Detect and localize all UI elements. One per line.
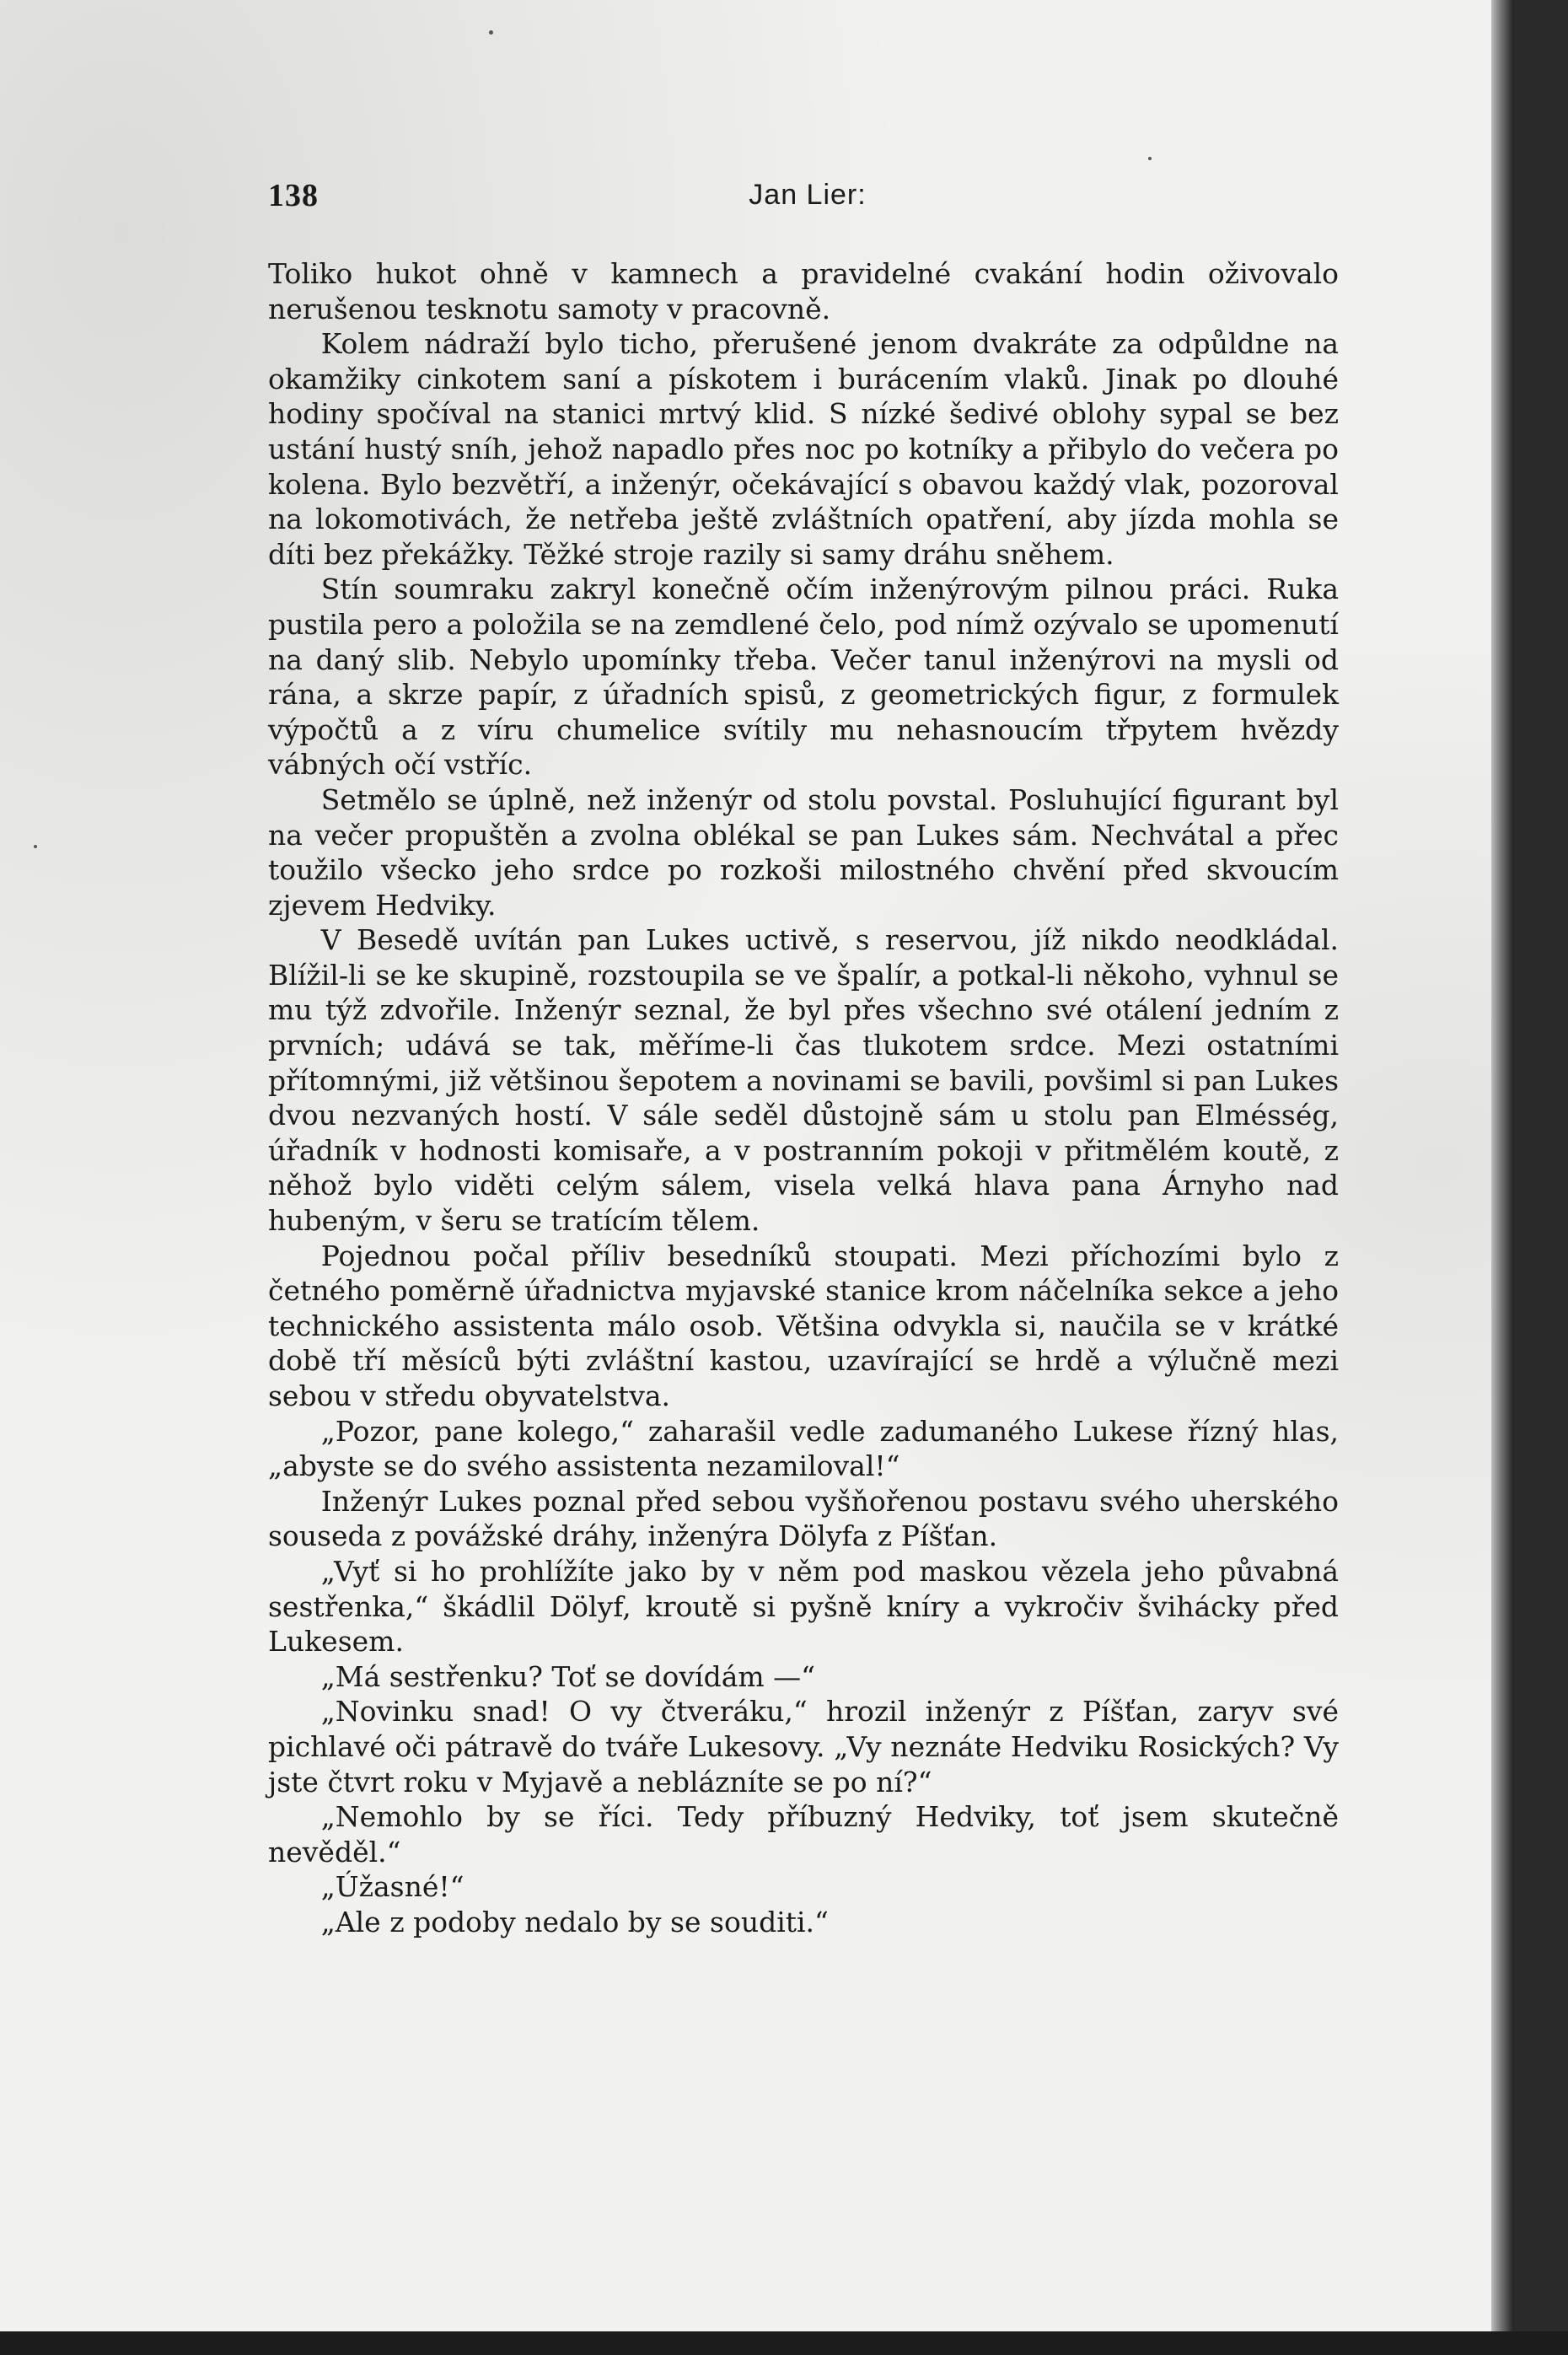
running-head: Jan Lier: xyxy=(749,179,867,211)
paragraph: „Novinku snad! O vy čtveráku,“ hrozil inženýr z Píšťan, zaryv své pichlavé oči pátravě do tváře Lukesovy. „Vy neznáte Hedviku Rosických? Vy jste čtvrt roku v Myjavě a neblázníte se po ní?“ xyxy=(268,1695,1339,1799)
paragraph: Toliko hukot ohně v kamnech a pravidelné cvakání hodin oživovalo nerušenou tesknotu samoty v pracovně. xyxy=(268,257,1339,325)
paragraph: Inženýr Lukes poznal před sebou vyšňořenou postavu svého uherského souseda z povážské dráhy, inženýra Dölyfa z Píšťan. xyxy=(268,1484,1339,1553)
paragraph: V Besedě uvítán pan Lukes uctivě, s reservou, jíž nikdo neodkládal. Blížil-li se ke skupině, rozstoupila se ve špalír, a potkal-li někoho, vyhnul se mu týž zdvořile. Inženýr seznal, že byl přes všechno své otálení jedním z prvních; udává se tak, měříme-li čas tlukotem srdce. Mezi ostatními přítomnými, již většinou šepotem a novinami se bavili, povšiml si pan Lukes dvou nezvaných hostí. V sále seděl důstojně sám u stolu pan Elmésség, úřadník v hodnosti komisaře, a v postranním pokoji v přitmělém koutě, z něhož bylo viděti celým sálem, visela velká hlava pana Árnyho nad hubeným, v šeru se tratícím tělem. xyxy=(268,923,1339,1238)
paragraph: „Má sestřenku? Toť se dovídám —“ xyxy=(320,1659,816,1693)
print-speck xyxy=(1148,157,1152,160)
paragraph: „Úžasné!“ xyxy=(320,1870,464,1904)
page-number: 138 xyxy=(268,178,319,213)
paragraph: Pojednou počal příliv besedníků stoupati. Mezi příchozími bylo z četného poměrně úřadnictva myjavské stanice krom náčelníka sekce a jeho technického assistenta málo osob. Většina odvykla si, naučila se v krátké době tří měsíců býti zvláštní kastou, uzavírající se hrdě a výlučně mezi sebou v středu obyvatelstva. xyxy=(268,1239,1339,1412)
paragraph: Stín soumraku zakryl konečně očím inženýrovým pilnou práci. Ruka pustila pero a položila se na zemdlené čelo, pod nímž ozývalo se upomenutí na daný slib. Nebylo upomínky třeba. Večer tanul inženýrovi na mysli od rána, a skrze papír, z úřadních spisů, z geometrických figur, z formulek výpočtů a z víru chumelice svítily mu nehasnoucím třpytem hvězdy vábných očí vstříc. xyxy=(268,573,1339,782)
scan-border xyxy=(0,2331,1568,2355)
paragraph: Setmělo se úplně, než inženýr od stolu povstal. Posluhující figurant byl na večer propuštěn a zvolna oblékal se pan Lukes sám. Nechvátal a přec toužilo všecko jeho srdce po rozkoši milostného chvění před skvoucím zjevem Hedviky. xyxy=(268,782,1339,922)
paragraph: „Ale z podoby nedalo by se souditi.“ xyxy=(320,1905,829,1938)
paragraph: „Pozor, pane kolego,“ zaharašil vedle zadumaného Lukese řízný hlas, „abyste se do svého assistenta nezamiloval!“ xyxy=(268,1414,1339,1483)
paragraph: Kolem nádraží bylo ticho, přerušené jenom dvakráte za odpůldne na okamžiky cinkotem saní a pískotem i burácením vlaků. Jinak po dlouhé hodiny spočíval na stanici mrtvý klid. S nízké šedivé oblohy sypal se bez ustání hustý sníh, jehož napadlo přes noc po kotníky a přibylo do večera po kolena. Bylo bezvětří, a inženýr, očekávající s obavou každý vlak, pozoroval na lokomotivách, že netřeba ještě zvláštních opatření, aby jízda mohla se díti bez překážky. Těžké stroje razily si samy dráhu sněhem. xyxy=(268,327,1339,571)
page-header xyxy=(268,177,1347,219)
page-edge-shadow xyxy=(1491,0,1513,2331)
print-speck xyxy=(489,30,493,35)
text-body xyxy=(268,256,1339,1940)
print-speck xyxy=(34,845,37,848)
paragraph: „Nemohlo by se říci. Tedy příbuzný Hedviky, toť jsem skutečně nevěděl.“ xyxy=(268,1800,1339,1868)
paragraph: „Vyť si ho prohlížíte jako by v něm pod maskou vězela jeho půvabná sestřenka,“ škádlil Dölyf, kroutě si pyšně kníry a vykročiv švihácky před Lukesem. xyxy=(268,1554,1339,1659)
